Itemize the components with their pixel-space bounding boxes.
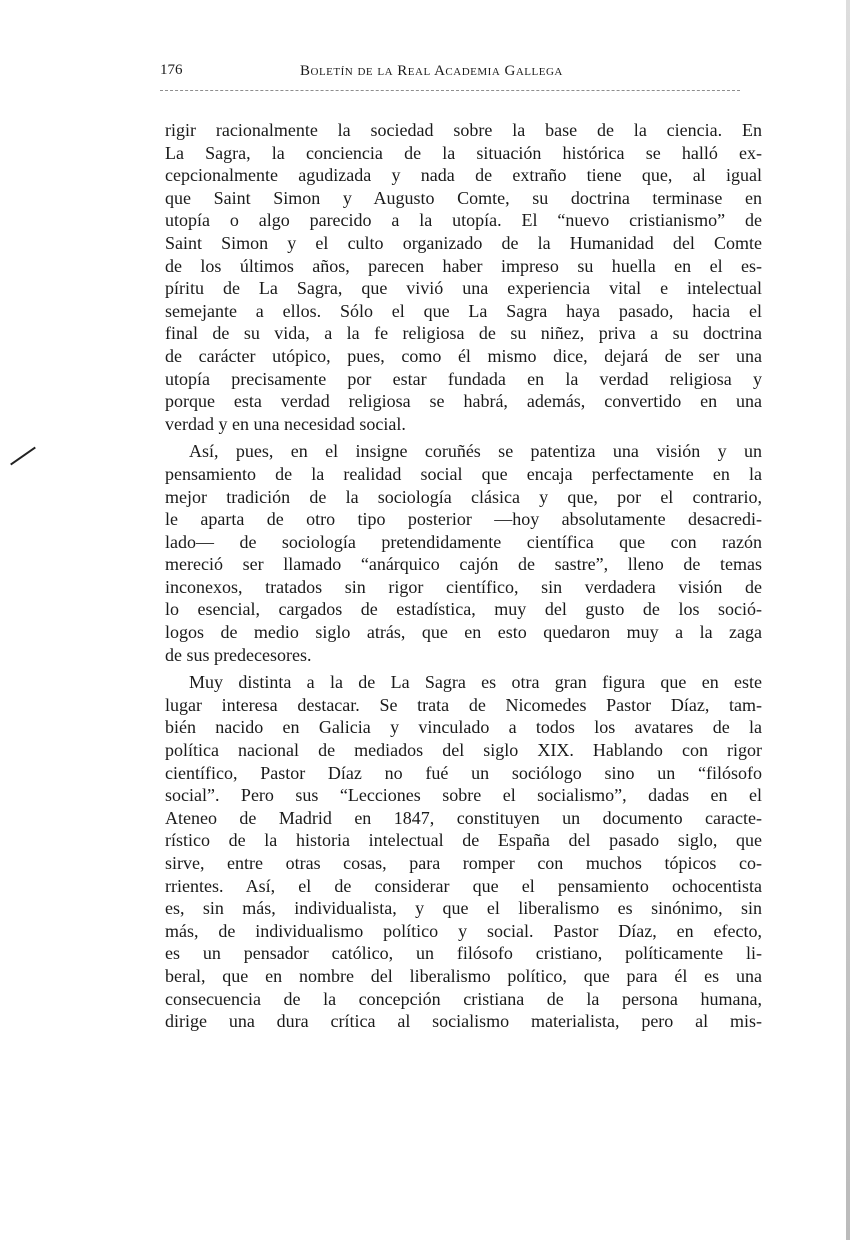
text-line: política nacional de mediados del siglo XIX. Hablando con rigor: [165, 740, 762, 761]
text-line: bién nacido en Galicia y vinculado a todos los avatares de la: [165, 717, 762, 738]
text-line: inconexos, tratados sin rigor científico, sin verdadera visión de: [165, 576, 762, 597]
text-line: Ateneo de Madrid en 1847, constituyen un documento caracte-: [165, 807, 762, 828]
text-line: semejante a ellos. Sólo el que La Sagra haya pasado, hacia el: [165, 300, 762, 321]
text-line: lugar interesa destacar. Se trata de Nicomedes Pastor Díaz, tam-: [165, 694, 762, 715]
text-line: dirige una dura crítica al socialismo materialista, pero al mis-: [165, 1011, 762, 1032]
text-line: científico, Pastor Díaz no fué un sociólogo sino un “filósofo: [165, 762, 762, 783]
text-line: le aparta de otro tipo posterior —hoy absolutamente desacredi-: [165, 509, 762, 530]
text-line: Saint Simon y el culto organizado de la Humanidad del Comte: [165, 232, 762, 253]
page-number: 176: [160, 62, 183, 78]
text-line: utopía precisamente por estar fundada en la verdad religiosa y: [165, 368, 762, 389]
text-line: rigir racionalmente la sociedad sobre la base de la ciencia. En: [165, 120, 762, 140]
text-line: verdad y en una necesidad social.: [165, 413, 406, 434]
margin-pencil-mark: [10, 447, 36, 466]
text-line: beral, que en nombre del liberalismo político, que para él es una: [165, 965, 762, 986]
text-line: que Saint Simon y Augusto Comte, su doctrina terminase en: [165, 187, 762, 208]
text-line: es un pensador católico, un filósofo cristiano, políticamente li-: [165, 943, 762, 964]
text-line: Así, pues, en el insigne coruñés se patentiza una visión y un: [189, 441, 762, 462]
text-line: La Sagra, la conciencia de la situación histórica se halló ex-: [165, 142, 762, 163]
text-line: más, de individualismo político y social. Pastor Díaz, en efecto,: [165, 920, 762, 941]
text-line: utopía o algo parecido a la utopía. El “nuevo cristianismo” de: [165, 210, 762, 231]
text-line: lado— de sociología pretendidamente científica que con razón: [165, 531, 762, 552]
text-line: sirve, entre otras cosas, para romper con muchos tópicos co-: [165, 853, 762, 873]
running-header: [160, 62, 770, 82]
text-line: de los últimos años, parecen haber impreso su huella en el es-: [165, 255, 762, 276]
paragraph: [165, 119, 762, 435]
text-line: rrientes. Así, el de considerar que el pensamiento ochocentista: [165, 875, 762, 896]
page-edge: [846, 0, 850, 1240]
text-line: de carácter utópico, pues, como él mismo dice, dejará de ser una: [165, 345, 762, 366]
text-line: Muy distinta a la de La Sagra es otra gran figura que en este: [189, 672, 762, 693]
text-line: consecuencia de la concepción cristiana de la persona humana,: [165, 988, 762, 1009]
header-rule: [160, 90, 740, 91]
paragraph: [165, 440, 762, 666]
text-line: píritu de La Sagra, que vivió una experiencia vital e intelectual: [165, 278, 762, 299]
text-line: rístico de la historia intelectual de España del pasado siglo, que: [165, 830, 762, 851]
text-line: social”. Pero sus “Lecciones sobre el socialismo”, dadas en el: [165, 785, 762, 806]
body-text: [165, 119, 762, 1033]
text-line: mejor tradición de la sociología clásica y que, por el contrario,: [165, 486, 762, 507]
text-line: final de su vida, a la fe religiosa de su niñez, priva a su doctrina: [165, 323, 762, 344]
text-line: es, sin más, individualista, y que el liberalismo es sinónimo, sin: [165, 898, 762, 919]
text-line: lo esencial, cargados de estadística, muy del gusto de los soció-: [165, 599, 762, 620]
text-line: de sus predecesores.: [165, 644, 312, 665]
text-line: mereció ser llamado “anárquico cajón de sastre”, lleno de temas: [165, 554, 762, 575]
text-line: logos de medio siglo atrás, que en esto quedaron muy a la zaga: [165, 622, 762, 643]
text-line: porque esta verdad religiosa se habrá, además, convertido en una: [165, 391, 762, 412]
text-line: pensamiento de la realidad social que encaja perfectamente en la: [165, 463, 762, 484]
text-line: cepcionalmente agudizada y nada de extraño tiene que, al igual: [165, 165, 762, 186]
running-title: Boletín de la Real Academia Gallega: [300, 63, 563, 79]
paragraph: [165, 671, 762, 1033]
